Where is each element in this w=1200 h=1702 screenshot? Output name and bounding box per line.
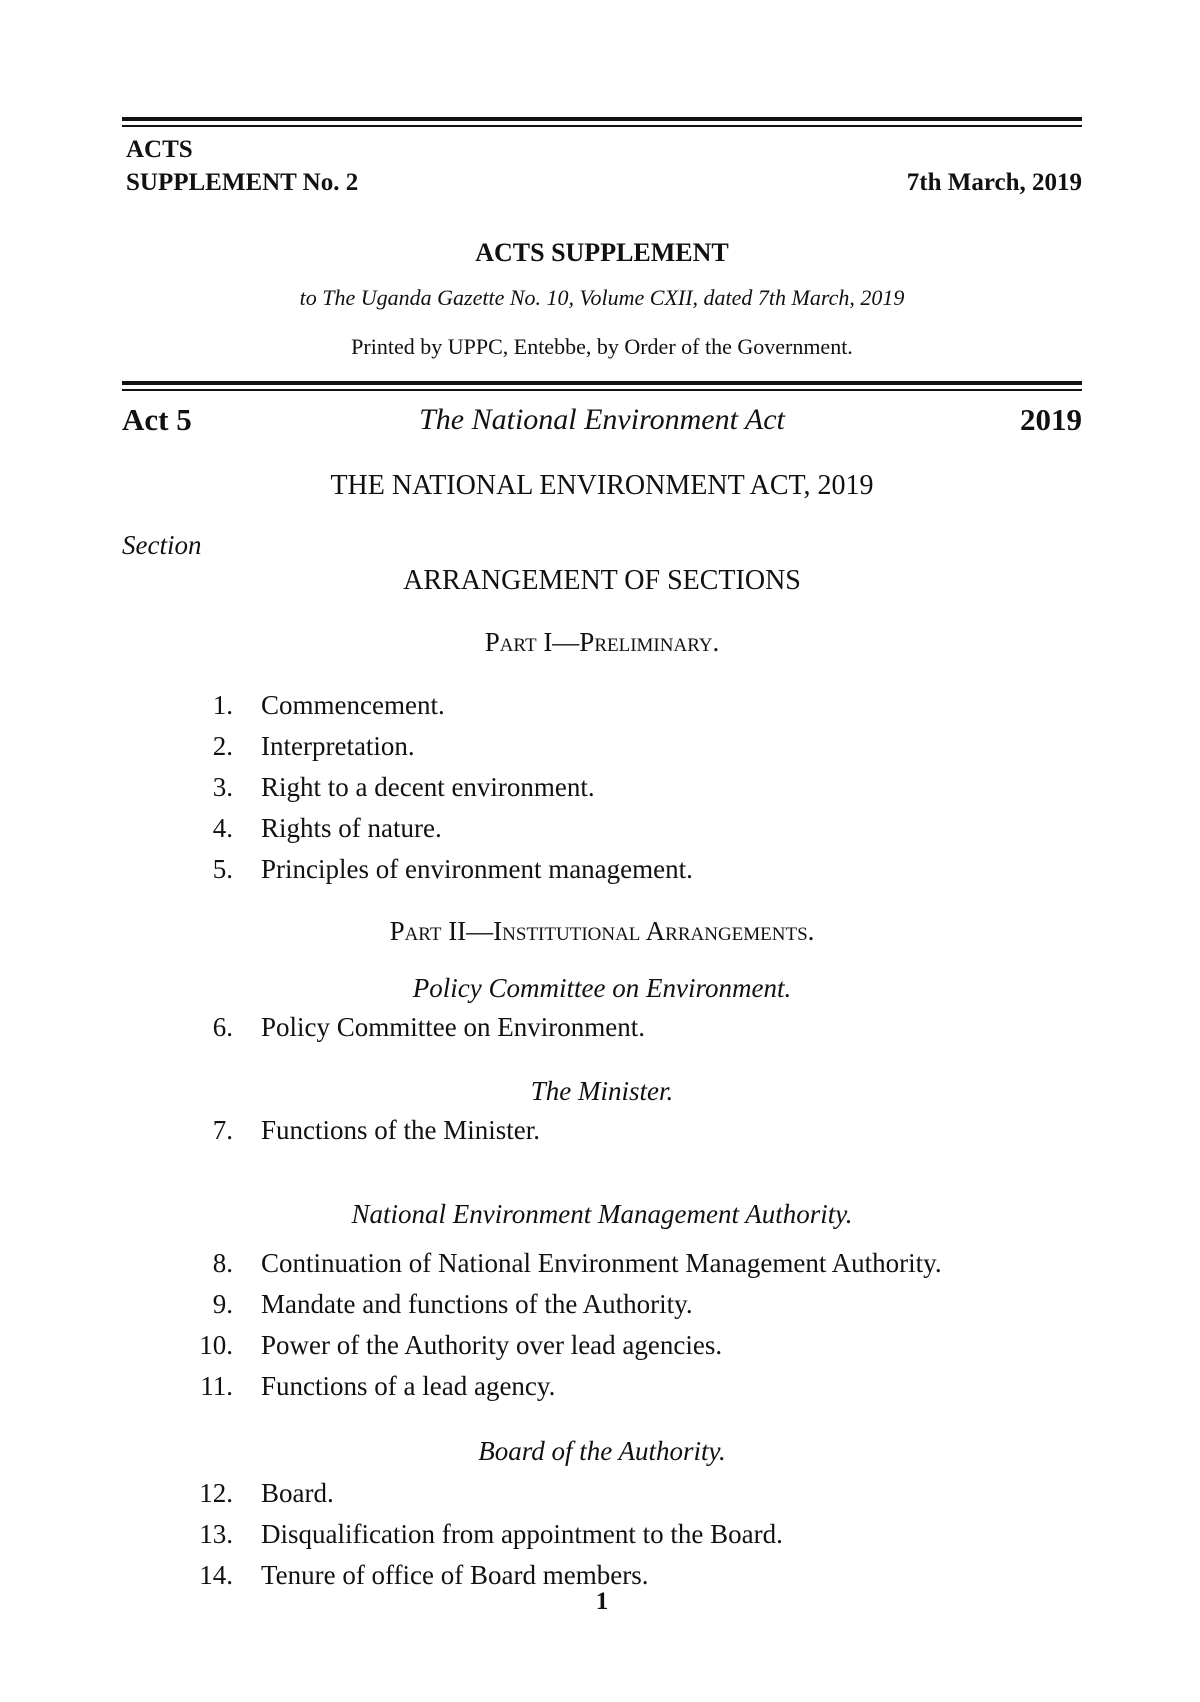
section-title: Rights of nature. <box>261 813 442 843</box>
section-title: Functions of the Minister. <box>261 1115 540 1145</box>
subheading-nema: National Environment Management Authority. <box>351 1199 853 1229</box>
section-number: 10. <box>199 1330 233 1360</box>
part-2-heading: Part II—Institutional Arrangements. <box>389 916 815 946</box>
section-number: 11. <box>200 1371 233 1401</box>
acts-label: ACTS <box>126 136 193 163</box>
section-number: 1. <box>212 690 233 720</box>
top-rule-thin <box>122 125 1082 127</box>
section-title: Policy Committee on Environment. <box>261 1012 645 1042</box>
supplement-number: SUPPLEMENT No. 2 <box>126 169 359 196</box>
mid-rule-thick <box>122 381 1082 385</box>
section-title: Board. <box>261 1478 334 1508</box>
supplement-date: 7th March, 2019 <box>906 169 1082 196</box>
section-number: 5. <box>212 854 233 884</box>
section-number: 9. <box>212 1289 233 1319</box>
section-title: Interpretation. <box>261 731 415 761</box>
mid-rule-thin <box>122 389 1082 391</box>
section-label: Section <box>122 530 202 560</box>
gazette-reference: to The Uganda Gazette No. 10, Volume CXII, dated 7th March, 2019 <box>299 285 905 310</box>
section-title: Principles of environment management. <box>261 854 693 884</box>
section-number: 2. <box>212 731 233 761</box>
section-title: Mandate and functions of the Authority. <box>261 1289 693 1319</box>
subheading-policy-committee: Policy Committee on Environment. <box>412 973 792 1003</box>
section-number: 3. <box>212 772 233 802</box>
section-title: Continuation of National Environment Management Authority. <box>261 1248 942 1278</box>
section-title: Disqualification from appointment to the Board. <box>261 1519 783 1549</box>
section-number: 14. <box>199 1560 233 1590</box>
section-number: 13. <box>199 1519 233 1549</box>
section-title: Power of the Authority over lead agencies. <box>261 1330 723 1360</box>
section-number: 8. <box>212 1248 233 1278</box>
subheading-minister: The Minister. <box>530 1076 674 1106</box>
section-number: 6. <box>212 1012 233 1042</box>
page-number: 1 <box>595 1588 609 1615</box>
arrangement-heading: ARRANGEMENT OF SECTIONS <box>403 565 801 596</box>
subheading-board: Board of the Authority. <box>478 1436 726 1466</box>
section-title: Right to a decent environment. <box>261 772 595 802</box>
act-title: THE NATIONAL ENVIRONMENT ACT, 2019 <box>330 470 874 501</box>
section-number: 12. <box>199 1478 233 1508</box>
section-title: Functions of a lead agency. <box>261 1371 556 1401</box>
printer-line: Printed by UPPC, Entebbe, by Order of the Government. <box>351 334 853 359</box>
section-title: Commencement. <box>261 690 445 720</box>
running-head-year: 2019 <box>1020 402 1082 437</box>
section-number: 4. <box>212 813 233 843</box>
section-number: 7. <box>212 1115 233 1145</box>
section-title: Tenure of office of Board members. <box>261 1560 649 1590</box>
part-1-heading: Part I—Preliminary. <box>484 627 720 657</box>
top-rule-thick <box>122 117 1082 121</box>
running-head-name: The National Environment Act <box>419 403 785 436</box>
running-head-act: Act 5 <box>122 402 192 437</box>
supplement-title: ACTS SUPPLEMENT <box>475 238 729 267</box>
